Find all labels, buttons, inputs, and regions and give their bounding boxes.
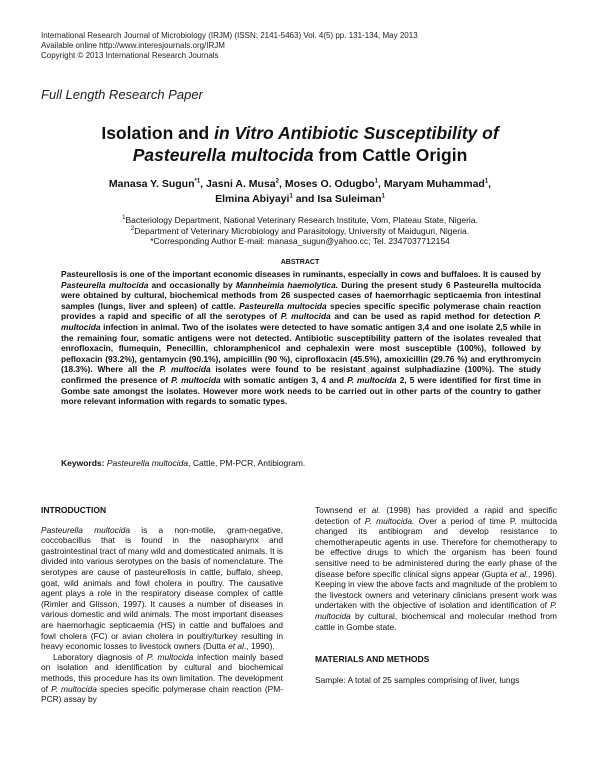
intro-paragraph-continued: Townsend et al. (1998) has provided a rapid and specific detection of P. multocida. Over a period of time P. multocida changed its antibiogram and develop resistance to chemotherapeutic agents in use. Therefore for chemotherapy to be effective drugs to which the organism has been found sensitive need to be administered during the early phase of the disease before specific clinical signs appear (Gupta et al., 1996). Keeping in view the above facts and magnitude of the problem to the livestock owners and veterinary clinicians present work was undertaken with the objective of isolation and identification of P. multocida by cultural, biochemical and molecular method from cattle in Gombe state. — [315, 505, 557, 632]
section-heading-introduction: INTRODUCTION — [41, 505, 107, 515]
abstract-body: Pasteurellosis is one of the important economic diseases in ruminants, especially in cows and buffaloes. It is caused by Pasteurella multocida and occasionally by Mannheimia haemolytica. During the present study 6 Pasteurella multocida were obtained by cultural, biochemical methods from 26 suspected cases of haemorrhagic septicaemia fron intestinal samples (lungs, liver and spleen) of cattle. Pasteurella multocida species specific specific polymerase chain reaction provides a rapid and specific of all the serotypes of P. multocida and can be used as rapid method for detection P. multocida infection in animal. Two of the isolates were detected to have somatic antigen 3,4 and one isolate 2,5 while in the remaining four, somatic antigens were not detected. Antibiotic susceptibility pattern of the isolates revealed that enrofloxacin, flumequin, Penecillin, chloramphenicol and cephalexin were most susceptible (100%), followed by pefloxacin (93.2%), gentamycin (90.1%), ampicillin (90 %), ciprofloxacin (45.5%), amoxicillin (29.76 %) and erythromycin (18.3%). Where all the P. multocida isolates were found to be resistant against sulphadiazine (100%). The study confirmed the presence of P. multocida with somatic antigen 3, 4 and P. multocida 2, 5 were identified for first time in Gombe sate amongst the isolates. However more work needs to be carried out in other parts of the country to gather more relevant information with regards to somatic types. — [61, 269, 542, 407]
intro-paragraph-1: Pasteurella multocida is a non-motile, gram-negative, coccobacillus that is found in the nasopharynx and gastrointestinal tract of many wild and domesticated animals. It is divided into various serotypes on the basis of nomenclature. The serotypes are cause of pasteurellosis in cattle, buffalo, sheep, goat, wild animals and fowl cholera in poultry. The causative agent plays a role in the respiratory disease complex of cattle (Rimler and Glisson, 1997). It causes a number of diseases in various domestic and wild animals. The most important diseases are haemorhagic septicaemia (HS) in cattle and buffaloes and fowl cholera (FC) or avian cholera in poultry/turkey resulting in heavy economic losses to livestock owners (Dutta et al., 1990). — [41, 524, 283, 652]
right-column — [315, 505, 557, 685]
author: Manasa Y. Sugun — [108, 178, 195, 190]
author: Isa Suleiman — [317, 193, 382, 205]
affiliation-1: Bacteriology Department, National Veterinary Research Institute, Vom, Plateau State, Nigeria. — [125, 215, 478, 225]
methods-paragraph-1: Sample: A total of 25 samples comprising of liver, lungs — [315, 674, 520, 685]
intro-paragraph-2: Laboratory diagnosis of P. multocida infection mainly based on isolation and identification by cultural and biochemical methods, this procedure has its own limitation. The development of P. multocida species specific polymerase chain reaction (PM-PCR) assay by — [41, 651, 284, 705]
article-type: Full Length Research Paper — [41, 87, 203, 102]
keywords: Keywords: Pasteurella multocida, Cattle, PM-PCR, Antibiogram. — [61, 458, 306, 468]
abstract-heading: ABSTRACT — [280, 259, 320, 266]
journal-url: Available online http://www.interesjournals.org/IRJM — [41, 41, 225, 50]
journal-header — [41, 31, 418, 61]
affiliation-2: Department of Veterinary Microbiology and Parasitology, University of Maiduguri, Nigeria. — [134, 225, 470, 236]
section-heading-methods: MATERIALS AND METHODS — [315, 654, 430, 665]
paper-title: Isolation and in Vitro Antibiotic Susceptibility of Pasteurella multocida from Cattle Origin — [101, 123, 499, 165]
author: Elmina Abiyayi — [215, 193, 290, 205]
author-list: Manasa Y. Sugun$^{*1}$, Jasni A. Musa$^2$, Moses O. Odugbo$^1$, Maryam Muhammad$^1$, Elmina Abiyayi$^1$ and Isa Suleiman$^1$ — [108, 178, 492, 205]
journal-citation: International Research Journal of Microbiology (IRJM) (ISSN: 2141-5463) Vol. 4(5) pp. 131-134, May 2013 — [41, 31, 418, 40]
author: Moses O. Odugbo — [284, 178, 375, 190]
corresponding-author: *Corresponding Author E-mail: manasa_sugun@yahoo.cc; Tel. 2347037712154 — [150, 236, 450, 246]
author: Jasni A. Musa — [206, 178, 276, 190]
affiliations: $^1$Bacteriology Department, National Veterinary Research Institute, Vom, Plateau State, Nigeria. $^2$Department of Veterinary Microbiology and Parasitology, University of Maiduguri, Nigeria. *Corresponding Author E-mail: manasa_sugun@yahoo.cc; Tel. 2347037712154 — [40, 215, 560, 247]
author: Maryam Muhammad — [383, 178, 485, 190]
left-column — [41, 505, 283, 705]
journal-copyright: Copyright © 2013 International Research Journals — [41, 51, 219, 60]
